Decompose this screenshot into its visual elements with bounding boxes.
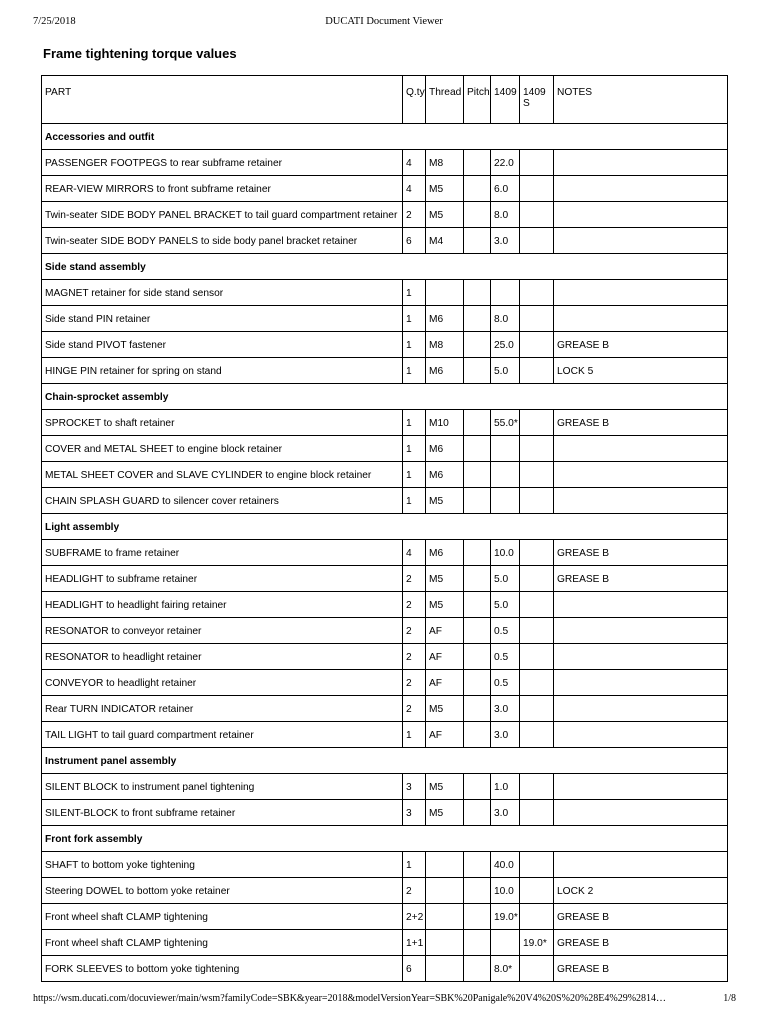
- value-1409s-cell: [520, 878, 554, 904]
- table-row: [42, 670, 728, 696]
- part-cell: TAIL LIGHT to tail guard compartment retainer: [42, 722, 403, 748]
- qty-cell: 6: [403, 956, 426, 982]
- qty-cell: 2+2: [403, 904, 426, 930]
- value-1409-cell: 19.0*: [491, 904, 520, 930]
- table-row: [42, 436, 728, 462]
- value-1409-cell: 8.0*: [491, 956, 520, 982]
- pitch-cell: [464, 228, 491, 254]
- table-row: [42, 358, 728, 384]
- part-cell: SHAFT to bottom yoke tightening: [42, 852, 403, 878]
- thread-cell: M5: [426, 696, 464, 722]
- qty-cell: 2: [403, 670, 426, 696]
- thread-cell: M6: [426, 462, 464, 488]
- value-1409-cell: 55.0*: [491, 410, 520, 436]
- part-cell: Twin-seater SIDE BODY PANELS to side body panel bracket retainer: [42, 228, 403, 254]
- column-header-1409s: 1409 S: [520, 76, 554, 124]
- thread-cell: M5: [426, 800, 464, 826]
- table-row: [42, 462, 728, 488]
- section-title: Side stand assembly: [42, 254, 728, 280]
- value-1409s-cell: [520, 280, 554, 306]
- notes-cell: [554, 592, 728, 618]
- notes-cell: GREASE B: [554, 956, 728, 982]
- pitch-cell: [464, 670, 491, 696]
- notes-cell: [554, 696, 728, 722]
- column-header-pitch: Pitch: [464, 76, 491, 124]
- value-1409-cell: 8.0: [491, 306, 520, 332]
- value-1409-cell: 40.0: [491, 852, 520, 878]
- value-1409s-cell: [520, 150, 554, 176]
- notes-cell: [554, 852, 728, 878]
- thread-cell: M8: [426, 150, 464, 176]
- value-1409-cell: [491, 280, 520, 306]
- table-row: [42, 566, 728, 592]
- value-1409-cell: 22.0: [491, 150, 520, 176]
- notes-cell: [554, 618, 728, 644]
- print-footer: [0, 993, 768, 1007]
- thread-cell: AF: [426, 722, 464, 748]
- notes-cell: [554, 774, 728, 800]
- thread-cell: M6: [426, 540, 464, 566]
- page-title: Frame tightening torque values: [43, 46, 237, 61]
- notes-cell: GREASE B: [554, 904, 728, 930]
- section-header-row: [42, 384, 728, 410]
- value-1409-cell: 3.0: [491, 722, 520, 748]
- part-cell: RESONATOR to headlight retainer: [42, 644, 403, 670]
- section-title: Chain-sprocket assembly: [42, 384, 728, 410]
- section-title: Accessories and outfit: [42, 124, 728, 150]
- value-1409s-cell: 19.0*: [520, 930, 554, 956]
- table-row: [42, 332, 728, 358]
- qty-cell: 1: [403, 462, 426, 488]
- page-indicator: 1/8: [723, 993, 736, 1004]
- part-cell: FORK SLEEVES to bottom yoke tightening: [42, 956, 403, 982]
- qty-cell: 2: [403, 878, 426, 904]
- pitch-cell: [464, 566, 491, 592]
- qty-cell: 1: [403, 332, 426, 358]
- column-header-1409: 1409: [491, 76, 520, 124]
- value-1409-cell: 10.0: [491, 540, 520, 566]
- notes-cell: [554, 228, 728, 254]
- pitch-cell: [464, 722, 491, 748]
- notes-cell: LOCK 2: [554, 878, 728, 904]
- pitch-cell: [464, 280, 491, 306]
- notes-cell: [554, 150, 728, 176]
- table-row: [42, 176, 728, 202]
- value-1409s-cell: [520, 904, 554, 930]
- value-1409s-cell: [520, 332, 554, 358]
- thread-cell: AF: [426, 644, 464, 670]
- qty-cell: 4: [403, 176, 426, 202]
- notes-cell: [554, 462, 728, 488]
- qty-cell: 2: [403, 566, 426, 592]
- pitch-cell: [464, 904, 491, 930]
- value-1409-cell: [491, 488, 520, 514]
- table-row: [42, 800, 728, 826]
- notes-cell: GREASE B: [554, 540, 728, 566]
- notes-cell: [554, 176, 728, 202]
- table-row: [42, 228, 728, 254]
- print-date: 7/25/2018: [33, 16, 76, 27]
- value-1409-cell: 6.0: [491, 176, 520, 202]
- section-header-row: [42, 826, 728, 852]
- pitch-cell: [464, 878, 491, 904]
- pitch-cell: [464, 436, 491, 462]
- pitch-cell: [464, 618, 491, 644]
- pitch-cell: [464, 852, 491, 878]
- value-1409s-cell: [520, 722, 554, 748]
- value-1409-cell: 3.0: [491, 228, 520, 254]
- qty-cell: 1: [403, 436, 426, 462]
- value-1409s-cell: [520, 670, 554, 696]
- value-1409s-cell: [520, 618, 554, 644]
- notes-cell: [554, 488, 728, 514]
- qty-cell: 2: [403, 618, 426, 644]
- part-cell: Rear TURN INDICATOR retainer: [42, 696, 403, 722]
- qty-cell: 1+1: [403, 930, 426, 956]
- part-cell: CHAIN SPLASH GUARD to silencer cover retainers: [42, 488, 403, 514]
- torque-table-body: [42, 76, 728, 982]
- notes-cell: LOCK 5: [554, 358, 728, 384]
- value-1409s-cell: [520, 462, 554, 488]
- column-header-qty: Q.ty: [403, 76, 426, 124]
- thread-cell: [426, 930, 464, 956]
- qty-cell: 1: [403, 280, 426, 306]
- notes-cell: [554, 306, 728, 332]
- value-1409-cell: [491, 930, 520, 956]
- thread-cell: M5: [426, 176, 464, 202]
- pitch-cell: [464, 774, 491, 800]
- value-1409s-cell: [520, 176, 554, 202]
- qty-cell: 1: [403, 722, 426, 748]
- notes-cell: [554, 644, 728, 670]
- part-cell: RESONATOR to conveyor retainer: [42, 618, 403, 644]
- table-row: [42, 410, 728, 436]
- part-cell: COVER and METAL SHEET to engine block retainer: [42, 436, 403, 462]
- part-cell: SILENT-BLOCK to front subframe retainer: [42, 800, 403, 826]
- table-row: [42, 956, 728, 982]
- thread-cell: [426, 956, 464, 982]
- column-header-thread: Thread: [426, 76, 464, 124]
- table-row: [42, 696, 728, 722]
- pitch-cell: [464, 800, 491, 826]
- table-row: [42, 306, 728, 332]
- notes-cell: GREASE B: [554, 566, 728, 592]
- pitch-cell: [464, 644, 491, 670]
- value-1409-cell: 10.0: [491, 878, 520, 904]
- section-header-row: [42, 514, 728, 540]
- value-1409-cell: 5.0: [491, 566, 520, 592]
- thread-cell: M5: [426, 592, 464, 618]
- pitch-cell: [464, 150, 491, 176]
- part-cell: SILENT BLOCK to instrument panel tightening: [42, 774, 403, 800]
- part-cell: Steering DOWEL to bottom yoke retainer: [42, 878, 403, 904]
- qty-cell: 4: [403, 540, 426, 566]
- thread-cell: M10: [426, 410, 464, 436]
- section-header-row: [42, 748, 728, 774]
- print-header: [0, 16, 768, 30]
- thread-cell: [426, 904, 464, 930]
- section-title: Front fork assembly: [42, 826, 728, 852]
- pitch-cell: [464, 358, 491, 384]
- table-row: [42, 540, 728, 566]
- value-1409-cell: 0.5: [491, 618, 520, 644]
- table-row: [42, 150, 728, 176]
- value-1409-cell: 0.5: [491, 670, 520, 696]
- value-1409-cell: 25.0: [491, 332, 520, 358]
- pitch-cell: [464, 696, 491, 722]
- thread-cell: M4: [426, 228, 464, 254]
- table-row: [42, 904, 728, 930]
- qty-cell: 2: [403, 202, 426, 228]
- notes-cell: [554, 722, 728, 748]
- value-1409s-cell: [520, 228, 554, 254]
- value-1409s-cell: [520, 956, 554, 982]
- pitch-cell: [464, 410, 491, 436]
- qty-cell: 1: [403, 410, 426, 436]
- qty-cell: 1: [403, 852, 426, 878]
- value-1409s-cell: [520, 566, 554, 592]
- part-cell: Front wheel shaft CLAMP tightening: [42, 904, 403, 930]
- part-cell: Side stand PIN retainer: [42, 306, 403, 332]
- notes-cell: [554, 436, 728, 462]
- value-1409-cell: 8.0: [491, 202, 520, 228]
- value-1409-cell: 0.5: [491, 644, 520, 670]
- part-cell: Side stand PIVOT fastener: [42, 332, 403, 358]
- notes-cell: GREASE B: [554, 930, 728, 956]
- torque-table: [41, 75, 728, 982]
- column-header-notes: NOTES: [554, 76, 728, 124]
- value-1409s-cell: [520, 436, 554, 462]
- qty-cell: 2: [403, 644, 426, 670]
- pitch-cell: [464, 592, 491, 618]
- table-row: [42, 722, 728, 748]
- value-1409-cell: 1.0: [491, 774, 520, 800]
- value-1409s-cell: [520, 358, 554, 384]
- pitch-cell: [464, 176, 491, 202]
- viewer-title: DUCATI Document Viewer: [325, 16, 443, 27]
- qty-cell: 2: [403, 592, 426, 618]
- section-title: Instrument panel assembly: [42, 748, 728, 774]
- value-1409-cell: [491, 436, 520, 462]
- part-cell: HINGE PIN retainer for spring on stand: [42, 358, 403, 384]
- thread-cell: M6: [426, 306, 464, 332]
- thread-cell: [426, 878, 464, 904]
- thread-cell: M5: [426, 488, 464, 514]
- page-url: https://wsm.ducati.com/docuviewer/main/wsm?familyCode=SBK&year=2018&modelVersionYear=SBK%20Panigale%20V4%20S%20%28E4%29%2814…: [33, 993, 667, 1004]
- value-1409-cell: 5.0: [491, 592, 520, 618]
- value-1409s-cell: [520, 644, 554, 670]
- thread-cell: M5: [426, 566, 464, 592]
- notes-cell: GREASE B: [554, 332, 728, 358]
- pitch-cell: [464, 930, 491, 956]
- pitch-cell: [464, 306, 491, 332]
- qty-cell: 2: [403, 696, 426, 722]
- pitch-cell: [464, 488, 491, 514]
- thread-cell: M8: [426, 332, 464, 358]
- thread-cell: AF: [426, 670, 464, 696]
- qty-cell: 3: [403, 800, 426, 826]
- notes-cell: [554, 280, 728, 306]
- part-cell: HEADLIGHT to headlight fairing retainer: [42, 592, 403, 618]
- table-row: [42, 930, 728, 956]
- value-1409s-cell: [520, 774, 554, 800]
- value-1409-cell: 3.0: [491, 800, 520, 826]
- thread-cell: AF: [426, 618, 464, 644]
- value-1409s-cell: [520, 540, 554, 566]
- table-row: [42, 644, 728, 670]
- qty-cell: 1: [403, 488, 426, 514]
- table-row: [42, 618, 728, 644]
- pitch-cell: [464, 540, 491, 566]
- part-cell: SUBFRAME to frame retainer: [42, 540, 403, 566]
- table-row: [42, 488, 728, 514]
- pitch-cell: [464, 202, 491, 228]
- pitch-cell: [464, 956, 491, 982]
- value-1409s-cell: [520, 306, 554, 332]
- column-header-part: PART: [42, 76, 403, 124]
- thread-cell: M6: [426, 436, 464, 462]
- part-cell: HEADLIGHT to subframe retainer: [42, 566, 403, 592]
- value-1409s-cell: [520, 696, 554, 722]
- qty-cell: 6: [403, 228, 426, 254]
- qty-cell: 1: [403, 358, 426, 384]
- part-cell: REAR-VIEW MIRRORS to front subframe retainer: [42, 176, 403, 202]
- table-row: [42, 202, 728, 228]
- value-1409s-cell: [520, 410, 554, 436]
- thread-cell: M6: [426, 358, 464, 384]
- value-1409s-cell: [520, 800, 554, 826]
- section-title: Light assembly: [42, 514, 728, 540]
- section-header-row: [42, 254, 728, 280]
- qty-cell: 1: [403, 306, 426, 332]
- part-cell: Twin-seater SIDE BODY PANEL BRACKET to tail guard compartment retainer: [42, 202, 403, 228]
- section-header-row: [42, 124, 728, 150]
- table-row: [42, 592, 728, 618]
- value-1409-cell: 5.0: [491, 358, 520, 384]
- part-cell: Front wheel shaft CLAMP tightening: [42, 930, 403, 956]
- notes-cell: GREASE B: [554, 410, 728, 436]
- value-1409s-cell: [520, 488, 554, 514]
- value-1409-cell: 3.0: [491, 696, 520, 722]
- pitch-cell: [464, 332, 491, 358]
- table-row: [42, 852, 728, 878]
- thread-cell: [426, 852, 464, 878]
- table-row: [42, 774, 728, 800]
- thread-cell: [426, 280, 464, 306]
- table-row: [42, 878, 728, 904]
- qty-cell: 4: [403, 150, 426, 176]
- thread-cell: M5: [426, 774, 464, 800]
- value-1409s-cell: [520, 202, 554, 228]
- part-cell: PASSENGER FOOTPEGS to rear subframe retainer: [42, 150, 403, 176]
- value-1409s-cell: [520, 852, 554, 878]
- notes-cell: [554, 670, 728, 696]
- part-cell: SPROCKET to shaft retainer: [42, 410, 403, 436]
- notes-cell: [554, 800, 728, 826]
- part-cell: METAL SHEET COVER and SLAVE CYLINDER to engine block retainer: [42, 462, 403, 488]
- pitch-cell: [464, 462, 491, 488]
- value-1409s-cell: [520, 592, 554, 618]
- table-header-row: [42, 76, 728, 124]
- thread-cell: M5: [426, 202, 464, 228]
- part-cell: MAGNET retainer for side stand sensor: [42, 280, 403, 306]
- part-cell: CONVEYOR to headlight retainer: [42, 670, 403, 696]
- qty-cell: 3: [403, 774, 426, 800]
- table-row: [42, 280, 728, 306]
- value-1409-cell: [491, 462, 520, 488]
- notes-cell: [554, 202, 728, 228]
